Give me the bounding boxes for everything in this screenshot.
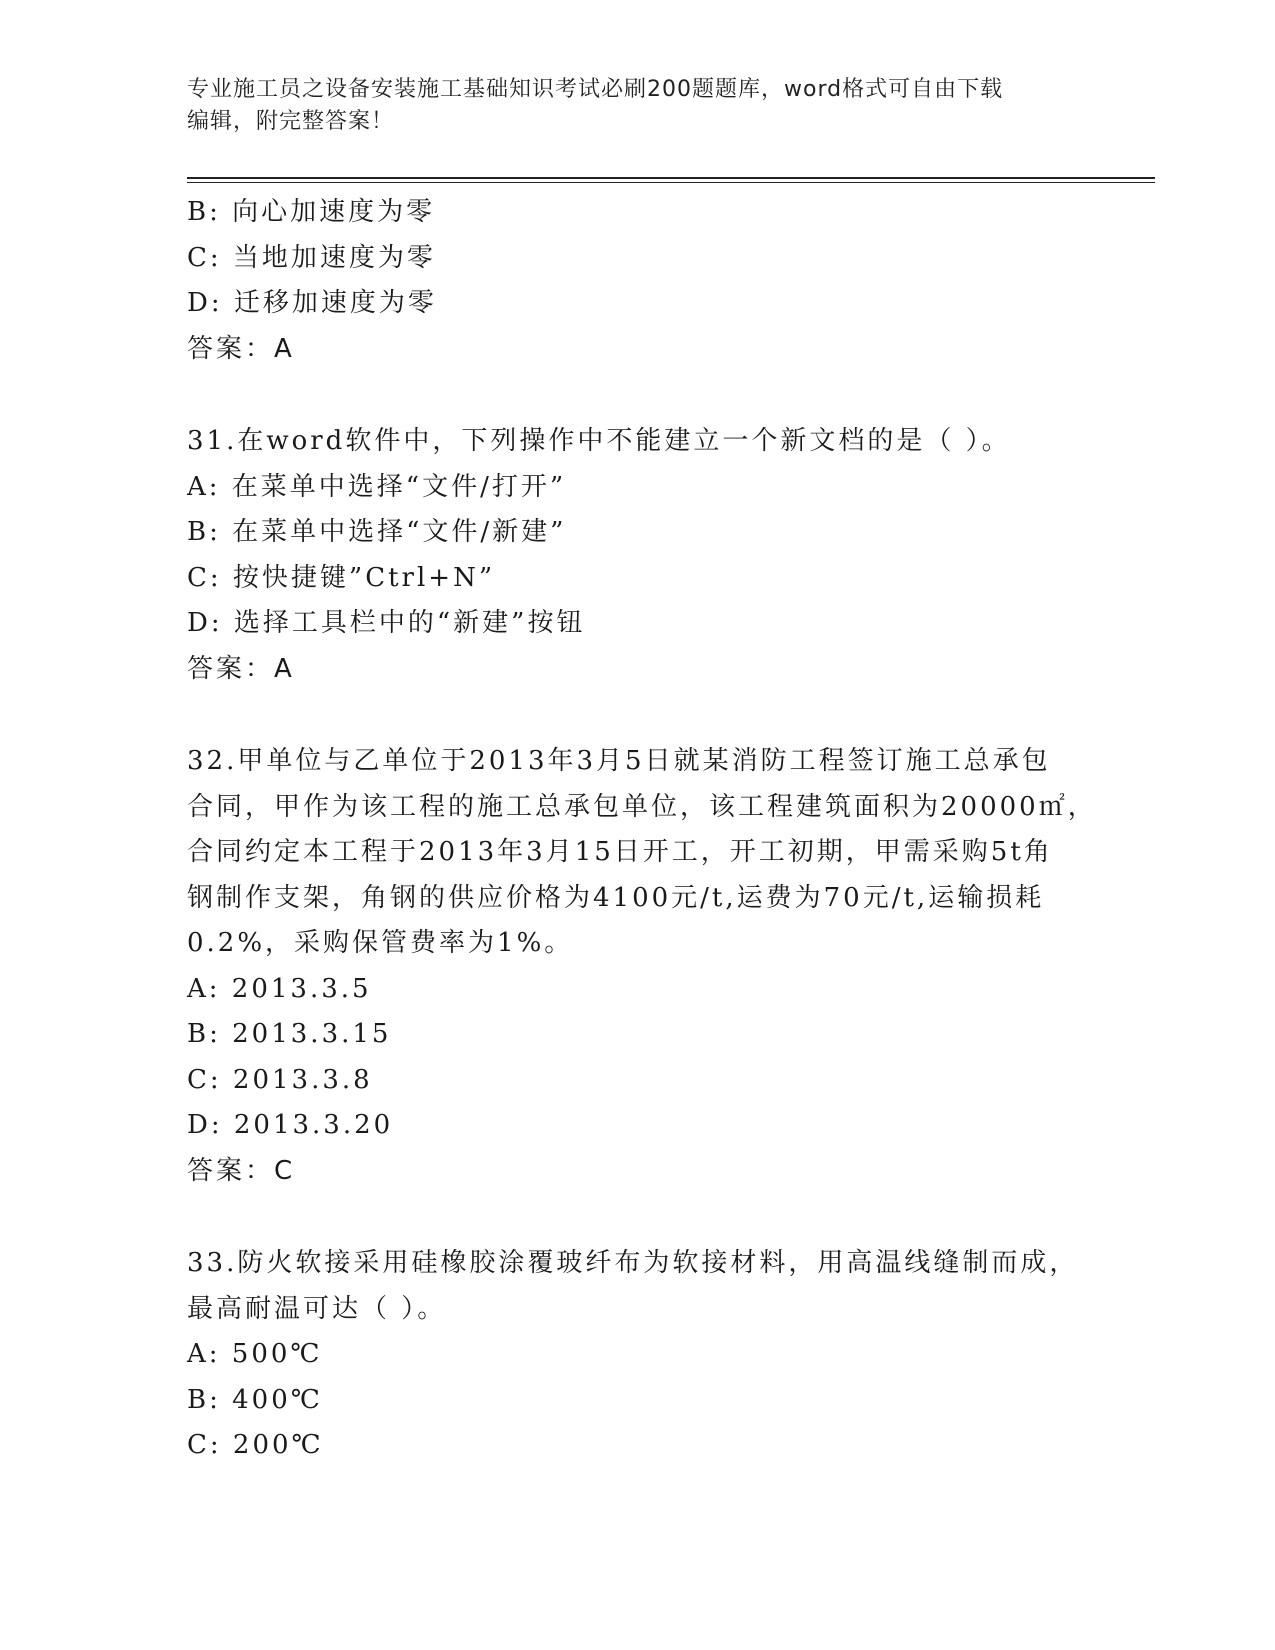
answer-line: 答案：A bbox=[187, 653, 295, 684]
question-33-block bbox=[187, 1241, 1087, 1469]
answer-line: 答案：A bbox=[187, 333, 295, 364]
option-c: C: 按快捷键”Ctrl+N” bbox=[187, 562, 496, 593]
question-stem-line: 33.防火软接采用硅橡胶涂覆玻纤布为软接材料，用高温线缝制而成， bbox=[187, 1248, 1079, 1278]
answer-line: 答案：C bbox=[187, 1155, 296, 1186]
header-rule-thin bbox=[187, 182, 1155, 183]
spacer bbox=[187, 692, 1087, 739]
question-32-block bbox=[187, 739, 1097, 1194]
option-c: C: 2013.3.8 bbox=[187, 1064, 373, 1095]
spacer bbox=[187, 372, 1087, 419]
spacer bbox=[187, 1194, 1087, 1241]
option-c: C: 200℃ bbox=[187, 1430, 324, 1460]
question-stem: 31.在word软件中，下列操作中不能建立一个新文档的是（ ）。 bbox=[187, 426, 1011, 456]
option-d: D: 迁移加速度为零 bbox=[187, 288, 437, 318]
option-b: B: 400℃ bbox=[187, 1384, 323, 1415]
option-b: B: 在菜单中选择“文件/新建” bbox=[187, 517, 567, 547]
option-c: C: 当地加速度为零 bbox=[187, 242, 436, 273]
question-stem-line: 最高耐温可达（ ）。 bbox=[187, 1293, 447, 1324]
question-stem-line: 合同，甲作为该工程的施工总承包单位，该工程建筑面积为20000㎡， bbox=[187, 791, 1097, 822]
header-title-line-1: 专业施工员之设备安装施工基础知识考试必刷200题题库，word格式可自由下载 bbox=[187, 77, 1004, 102]
question-31-block bbox=[187, 419, 1087, 692]
option-d: D: 选择工具栏中的“新建”按钮 bbox=[187, 608, 586, 638]
question-content bbox=[187, 190, 1097, 1469]
question-stem-line: 0.2%，采购保管费率为1%。 bbox=[187, 928, 574, 958]
header-title-line-2: 编辑，附完整答案！ bbox=[187, 109, 395, 134]
option-b: B: 2013.3.15 bbox=[187, 1019, 392, 1049]
option-a: A: 500℃ bbox=[187, 1339, 323, 1369]
question-stem-line: 32.甲单位与乙单位于2013年3月5日就某消防工程签订施工总承包 bbox=[187, 746, 1051, 776]
option-a: A: 2013.3.5 bbox=[187, 973, 372, 1004]
option-d: D: 2013.3.20 bbox=[187, 1110, 394, 1140]
option-b: B: 向心加速度为零 bbox=[187, 197, 436, 227]
option-a: A: 在菜单中选择“文件/打开” bbox=[187, 471, 567, 502]
header-rule-thick bbox=[187, 177, 1155, 179]
question-30-block bbox=[187, 190, 1087, 372]
question-stem-line: 钢制作支架，角钢的供应价格为4100元/t,运费为70元/t,运输损耗 bbox=[187, 882, 1045, 913]
question-stem-line: 合同约定本工程于2013年3月15日开工，开工初期，甲需采购5t角 bbox=[187, 837, 1053, 867]
document-header bbox=[187, 74, 1067, 138]
